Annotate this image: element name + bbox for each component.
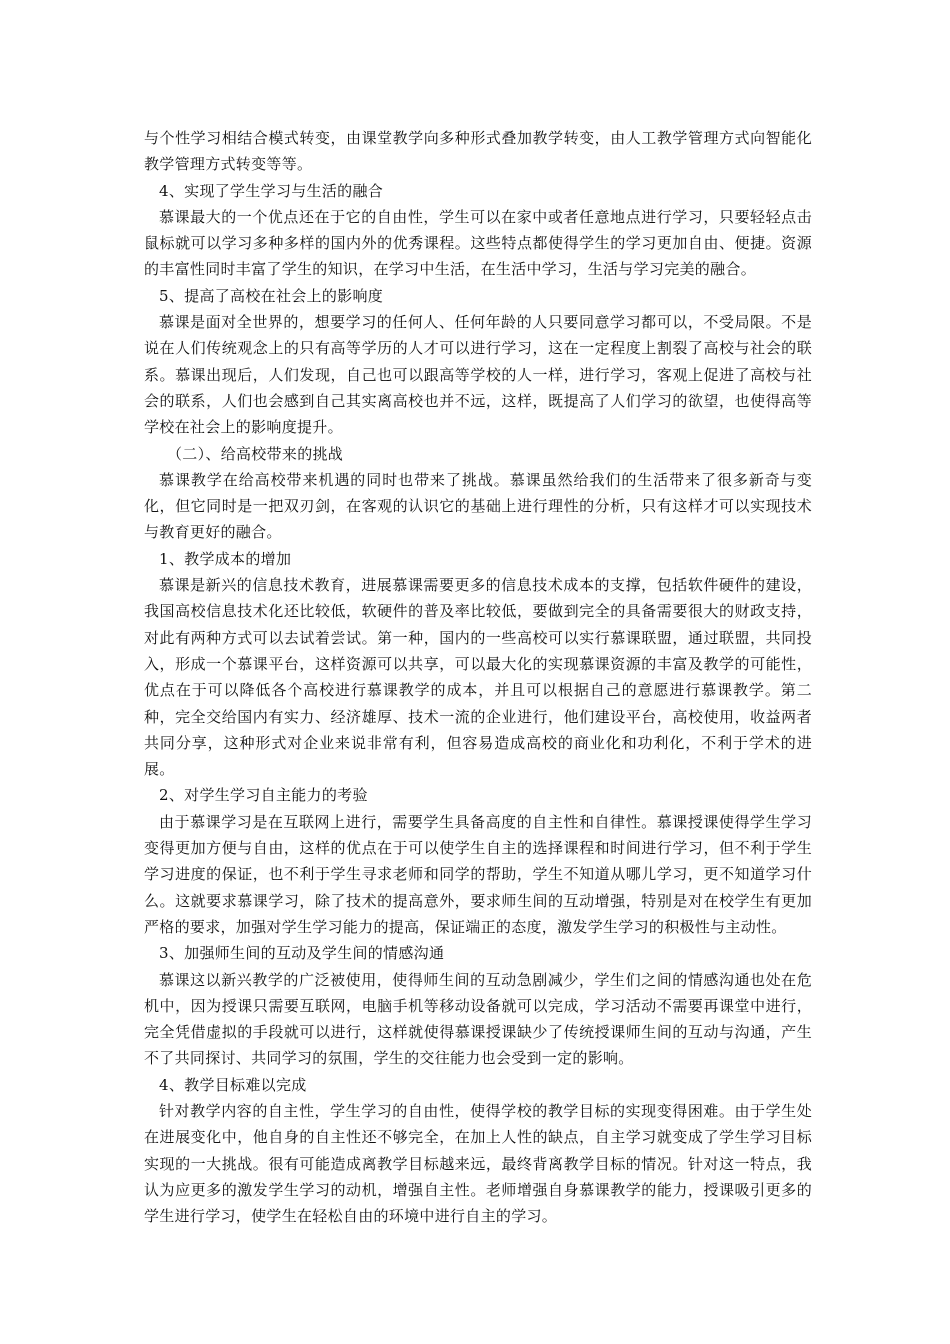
section-heading-4-life-integration: 4、实现了学生学习与生活的融合	[159, 181, 384, 200]
paragraph: 慕课教学在给高校带来机遇的同时也带来了挑战。慕课虽然给我们的生活带来了很多新奇与变化，但它同时是一把双刃剑，在客观的认识它的基础上进行理性的分析，只有这样才可以实现技术与教育更好的融合。	[144, 470, 812, 542]
paragraph: 慕课是新兴的信息技术教育，进展慕课需要更多的信息技术成本的支撑，包括软件硬件的建设，我国高校信息技术化还比较低，软硬件的普及率比较低，要做到完全的具备需要很大的财政支持，对此有两种方式可以去试着尝试。第一种，国内的一些高校可以实行慕课联盟，通过联盟，共同投入，形成一个慕课平台，这样资源可以共享，可以最大化的实现慕课资源的丰富及教学的可能性，优点在于可以降低各个高校进行慕课教学的成本，并且可以根据自己的意愿进行慕课教学。第二种，完全交给国内有实力、经济雄厚、技术一流的企业进行，他们建设平台，高校使用，收益两者共同分享，这种形式对企业来说非常有利，但容易造成高校的商业化和功利化，不利于学术的进展。	[144, 576, 812, 779]
paragraph: 由于慕课学习是在互联网上进行，需要学生具备高度的自主性和自律性。慕课授课使得学生学习变得更加方便与自由，这样的优点在于可以使学生自主的选择课程和时间进行学习，但不利于学生学习进度的保证，也不利于学生寻求老师和同学的帮助，学生不知道从哪儿学习，更不知道学习什么。这就要求慕课学习，除了技术的提高意外，要求师生间的互动增强，特别是对在校学生有更加严格的要求，加强对学生学习能力的提高，保证端正的态度，激发学生学习的积极性与主动性。	[144, 812, 812, 936]
section-heading-2-autonomy: 2、对学生学习自主能力的考验	[159, 786, 368, 805]
document-page	[144, 125, 812, 1229]
paragraph: 慕课最大的一个优点还在于它的自由性，学生可以在家中或者任意地点进行学习，只要轻轻点击鼠标就可以学习多种多样的国内外的优秀课程。这些特点都使得学生的学习更加自由、便捷。资源的丰富性同时丰富了学生的知识，在学习中生活，在生活中学习，生活与学习完美的融合。	[144, 207, 812, 279]
paragraph: 慕课这以新兴教学的广泛被使用，使得师生间的互动急剧减少，学生们之间的情感沟通也处在危机中，因为授课只需要互联网，电脑手机等移动设备就可以完成，学习活动不需要再课堂中进行，完全凭借虚拟的手段就可以进行，这样就使得慕课授课缺少了传统授课师生间的互动与沟通，产生不了共同探讨、共同学习的氛围，学生的交往能力也会受到一定的影响。	[144, 970, 812, 1068]
paragraph-continuation: 与个性学习相结合模式转变，由课堂教学向多种形式叠加教学转变，由人工教学管理方式向智能化教学管理方式转变等等。	[144, 129, 812, 174]
section-heading-3-interaction: 3、加强师生间的互动及学生间的情感沟通	[159, 944, 445, 963]
section-heading-4-goals: 4、教学目标难以完成	[159, 1075, 307, 1094]
section-heading-5-social-influence: 5、提高了高校在社会上的影响度	[159, 286, 384, 305]
paragraph: 针对教学内容的自主性，学生学习的自由性，使得学校的教学目标的实现变得困难。由于学生处在进展变化中，他自身的自主性还不够完全，在加上人性的缺点，自主学习就变成了学生学习目标实现的一大挑战。很有可能造成离教学目标越来远，最终背离教学目标的情况。针对这一特点，我认为应更多的激发学生学习的动机，增强自主性。老师增强自身慕课教学的能力，授课吸引更多的学生进行学习，使学生在轻松自由的环境中进行自主的学习。	[144, 1101, 812, 1226]
subsection-heading-challenges: （二）、给高校带来的挑战	[167, 444, 344, 463]
section-heading-1-cost: 1、教学成本的增加	[159, 549, 292, 568]
paragraph: 慕课是面对全世界的，想要学习的任何人、任何年龄的人只要同意学习都可以，不受局限。不是说在人们传统观念上的只有高等学历的人才可以进行学习，这在一定程度上割裂了高校与社会的联系。慕课出现后，人们发现，自己也可以跟高等学校的人一样，进行学习，客观上促进了高校与社会的联系，人们也会感到自己其实离高校也并不远，这样，既提高了人们学习的欲望，也使得高等学校在社会上的影响度提升。	[144, 313, 812, 437]
